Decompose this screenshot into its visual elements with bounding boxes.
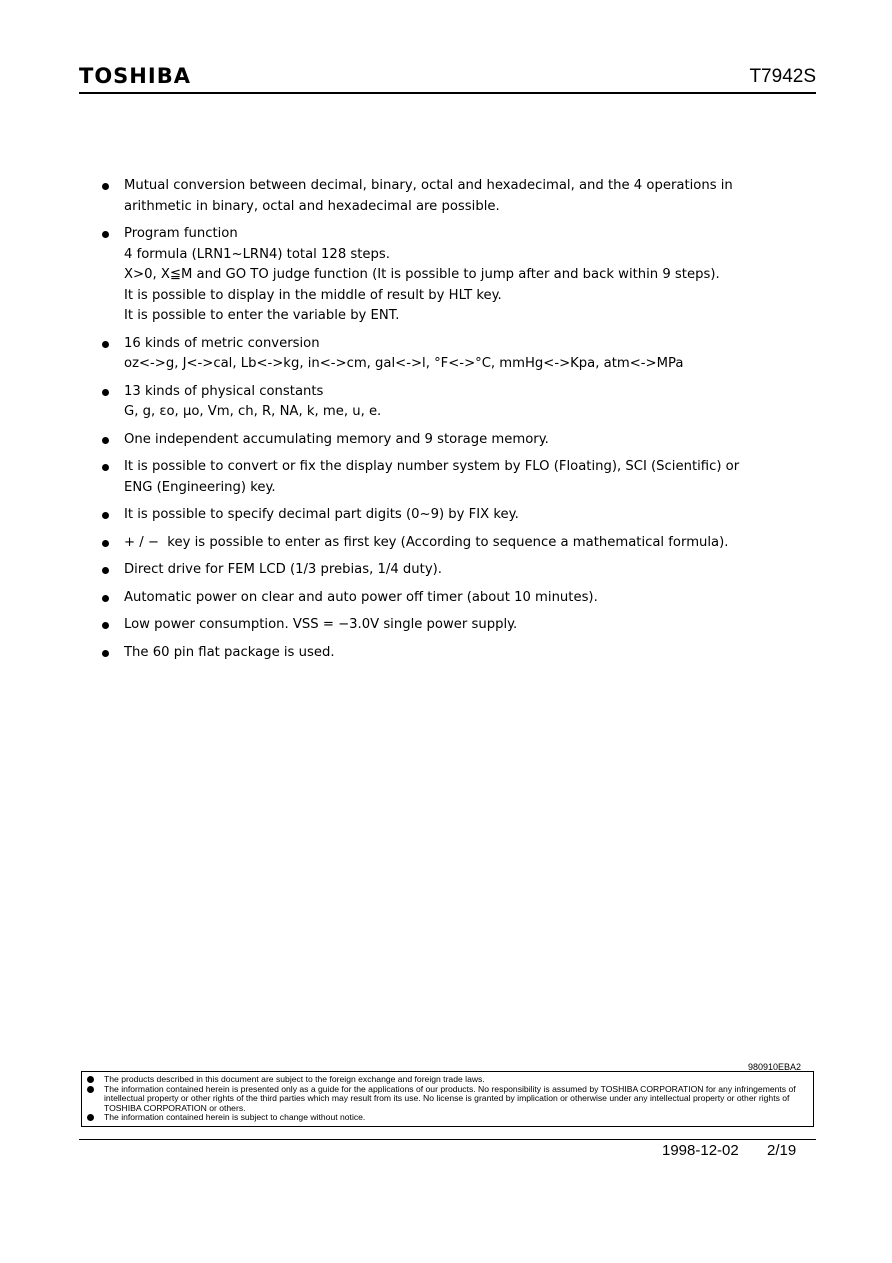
- bullet-icon: [102, 183, 109, 190]
- bullet-icon: [87, 1086, 94, 1093]
- feature-item: [100, 176, 800, 217]
- feature-list: [100, 176, 800, 670]
- feature-item: [100, 430, 800, 451]
- legal-notice-box: [81, 1071, 814, 1127]
- bullet-icon: [102, 341, 109, 348]
- bullet-icon: [102, 231, 109, 238]
- toshiba-logo: TOSHIBA: [79, 64, 191, 88]
- bullet-icon: [102, 437, 109, 444]
- bullet-icon: [102, 540, 109, 547]
- feature-item: [100, 505, 800, 526]
- feature-line: ENG (Engineering) key.: [124, 479, 276, 495]
- feature-item: [100, 457, 800, 498]
- notice-text: The information contained herein is presented only as a guide for the applications of our products. No responsibility is assumed by TOSHIBA CORPORATION for any infringements of intellectual property or other rights of the third parties which may result from its use. No license is granted by implication or otherwise under any intellectual property or other rights of TOSHIBA CORPORATION or others.: [104, 1083, 796, 1113]
- feature-line: arithmetic in binary, octal and hexadecimal are possible.: [124, 198, 500, 214]
- feature-line: It is possible to specify decimal part digits (0~9) by FIX key.: [124, 507, 519, 522]
- feature-line: Low power consumption. VSS = −3.0V single power supply.: [124, 617, 518, 632]
- bullet-icon: [102, 650, 109, 657]
- bullet-icon: [102, 464, 109, 471]
- feature-line: Mutual conversion between decimal, binary, octal and hexadecimal, and the 4 operations in: [124, 178, 733, 193]
- bullet-icon: [102, 567, 109, 574]
- notice-text: The products described in this document are subject to the foreign exchange and foreign trade laws.: [104, 1074, 485, 1084]
- feature-line: 16 kinds of metric conversion: [124, 335, 320, 351]
- bullet-icon: [87, 1076, 94, 1083]
- footer-date: 1998-12-02: [662, 1142, 739, 1159]
- feature-line: 13 kinds of physical constants: [124, 383, 324, 399]
- feature-item: [100, 643, 800, 664]
- feature-line: It is possible to display in the middle of result by HLT key.: [124, 287, 502, 303]
- part-number: T7942S: [749, 66, 816, 87]
- feature-line: oz<->g, J<->cal, Lb<->kg, in<->cm, gal<->l, °F<->°C, mmHg<->Kpa, atm<->MPa: [124, 356, 684, 371]
- feature-line: Program function: [124, 226, 238, 241]
- page-number: 2/19: [767, 1142, 797, 1159]
- feature-line: It is possible to enter the variable by ENT.: [124, 308, 400, 323]
- page-header: [79, 62, 816, 94]
- feature-line: + / − key is possible to enter as first key (According to sequence a mathematical formula).: [124, 534, 729, 550]
- bullet-icon: [87, 1114, 94, 1121]
- feature-line: It is possible to convert or fix the display number system by FLO (Floating), SCI (Scientific) or: [124, 459, 740, 474]
- notice-text: The information contained herein is subject to change without notice.: [104, 1112, 366, 1123]
- bullet-icon: [102, 389, 109, 396]
- feature-item: [100, 533, 800, 554]
- notice-item: [104, 1085, 809, 1114]
- feature-line: X>0, X≦M and GO TO judge function (It is possible to jump after and back within 9 steps).: [124, 267, 720, 282]
- feature-item: [100, 615, 800, 636]
- feature-line: G, g, εo, μo, Vm, ch, R, NA, k, me, u, e.: [124, 404, 382, 419]
- bullet-icon: [102, 595, 109, 602]
- feature-item: [100, 560, 800, 581]
- feature-line: Automatic power on clear and auto power off timer (about 10 minutes).: [124, 589, 598, 605]
- feature-line: Direct drive for FEM LCD (1/3 prebias, 1/4 duty).: [124, 562, 442, 577]
- feature-line: One independent accumulating memory and 9 storage memory.: [124, 431, 549, 447]
- feature-line: 4 formula (LRN1~LRN4) total 128 steps.: [124, 246, 390, 262]
- bullet-icon: [102, 512, 109, 519]
- feature-item: [100, 588, 800, 609]
- bullet-icon: [102, 622, 109, 629]
- footer-divider: [79, 1139, 816, 1140]
- feature-item: [100, 334, 800, 375]
- notice-item: [104, 1113, 809, 1123]
- document-code: 980910EBA2: [748, 1062, 802, 1072]
- feature-item: [100, 382, 800, 423]
- feature-line: The 60 pin flat package is used.: [124, 644, 335, 660]
- feature-item: [100, 224, 800, 327]
